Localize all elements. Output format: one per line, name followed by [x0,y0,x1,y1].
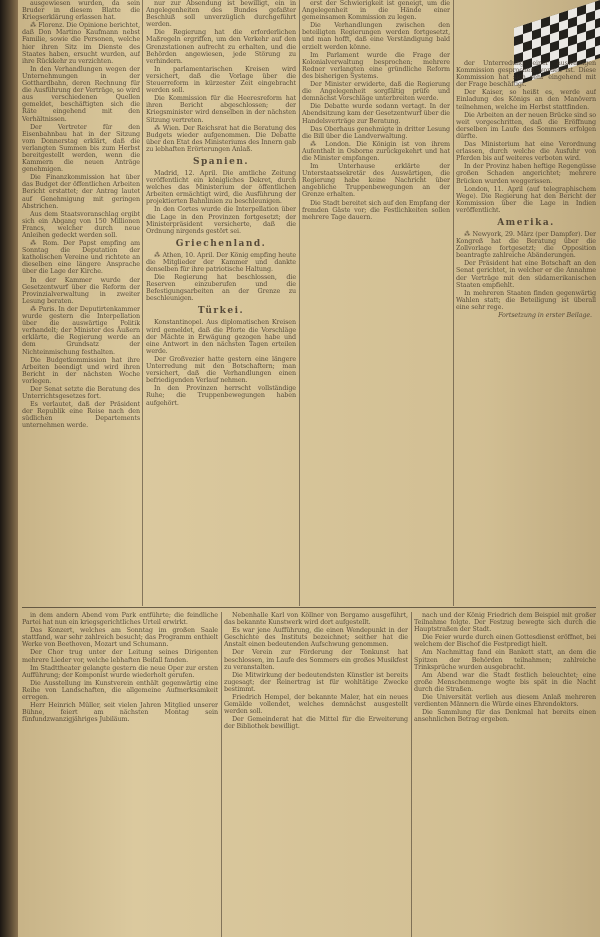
continuation-note: Fortsetzung in erster Beilage. [498,311,592,319]
newspaper-page [18,0,600,937]
paragraph: Die Debatte wurde sodann vertagt. In der Abendsitzung kam der Gesetzentwurf über die Handelsverträge zur Beratung. [302,102,450,125]
paragraph: Das Konzert, welches am Sonntag im großen Saale stattfand, war sehr zahlreich besucht; das Programm enthielt Werke von Beethoven, Mozart und Schumann. [22,626,218,649]
paragraph: Aus dem Staatsvoranschlag ergibt sich ein Abgang von 150 Millionen Francs, welcher durch neue Anleihen gedeckt werden soll. [22,209,140,239]
paragraph: ausgewiesen wurden, da sein Bruder in diesem Blatte die Kriegserklärung erlassen hat. [22,0,140,22]
paragraph: ⁂ Newyork, 29. März (per Dampfer). Der Kongreß hat die Beratung über die Zollvorlage fortgesetzt; die Opposition beantragte zahlreiche Abänderungen. [456,229,596,260]
paragraph: ⁂ Athen, 10. April. Der König empfing heute die Mitglieder der Kammer und dankte denselben für ihre patriotische Haltung. [146,250,296,273]
column-rule [142,0,143,606]
paragraph: Die Universität verlieh aus diesem Anlaß mehreren verdienten Männern die Würde eines Ehrendoktors. [414,693,596,709]
column-3 [302,0,450,604]
paragraph: nach und der König Friedrich dem Beispiel mit großer Teilnahme folgte. Der Festzug bewegte sich durch die Hauptstraßen der Stadt. [414,612,596,634]
paragraph: Der Chor trug unter der Leitung seines Dirigenten mehrere Lieder vor, welche lebhaften Beifall fanden. [22,648,218,664]
paragraph: In den Provinzen herrscht vollständige Ruhe; die Truppenbewegungen haben aufgehört. [146,384,296,407]
paragraph: Herr Heinrich Müller, seit vielen Jahren Mitglied unserer Bühne, feiert am nächsten Montag sein fünfundzwanzigjähriges Jubiläum. [22,701,218,724]
paragraph: Die Regierung hat die erforderlichen Maßregeln ergriffen, um den Verkehr auf den Grenzstationen aufrecht zu erhalten, und die Behörden angewiesen, jede Störung zu verhindern. [146,28,296,65]
paragraph: In den Verhandlungen wegen der Unternehmungen in der Gotthardbahn, deren Rechnung für die Ausführung der Verträge, so wird aus verschiedenen Quellen gemeldet, beschäftigten sich die Räte eingehend mit den Verhältnissen. [22,64,140,123]
book-spine [0,0,18,937]
lower-column-2 [224,612,408,934]
paragraph: Die Regierung hat beschlossen, die Reserven einzuberufen und die Befestigungsarbeiten an der Grenze zu beschleunigen. [146,273,296,303]
lower-column-1 [22,612,218,934]
paragraph: London, 11. April (auf telegraphischem Wege). Die Regierung hat den Bericht der Kommission über die Lage in Indien veröffentlicht. [456,184,596,214]
paragraph: Die Kommission für die Heeresreform hat ihren Bericht abgeschlossen; der Kriegsminister wird denselben in der nächsten Sitzung vertreten. [146,94,296,124]
paragraph: Am Abend war die Stadt festlich beleuchtet; eine große Menschenmenge wogte bis spät in die Nacht durch die Straßen. [414,670,596,693]
paragraph: Der Verein zur Förderung der Tonkunst hat beschlossen, im Laufe des Sommers ein großes Musikfest zu veranstalten. [224,648,408,671]
paragraph: Nebenhalle Karl von Köllner von Bergamo ausgeführt, das bekannte Kunstwerk wird dort aufgestellt. [224,612,408,627]
column-1 [22,0,140,604]
paragraph: ⁂ Florenz. Die Opinione berichtet, daß Don Martino Kaufmann nebst Familie, sowie die Personen, welche hier ihren Sitz im Dienste des Staates haben, ersucht wurden, auf ihre Rückkehr zu verzichten. [22,21,140,65]
paragraph: Im Stadttheater gelangte gestern die neue Oper zur ersten Aufführung; der Komponist wurde wiederholt gerufen. [22,663,218,679]
section-heading-america: Amerika. [497,217,555,228]
paragraph: Die Verhandlungen zwischen den beteiligten Regierungen werden fortgesetzt, und man hofft, daß eine Verständigung bald erzielt werden könne. [302,21,450,51]
paragraph: Die Arbeiten an der neuen Brücke sind so weit vorgeschritten, daß die Eröffnung derselben im Laufe des Sommers erfolgen dürfte. [456,110,596,140]
section-heading-greece: Griechenland. [175,238,267,249]
paragraph: ⁂ London. Die Königin ist von ihrem Aufenthalt in Osborne zurückgekehrt und hat die Minister empfangen. [302,139,450,162]
paragraph: Es verlautet, daß der Präsident der Republik eine Reise nach den südlichen Departements unternehmen werde. [22,400,140,430]
paragraph: erst der Schwierigkeit ist geneigt, um die Angelegenheit in die Hände einer gemeinsamen Kommission zu legen. [302,0,450,22]
paragraph: In der Kammer wurde der Gesetzentwurf über die Reform der Provinzialverwaltung in zweiter Lesung beraten. [22,275,140,305]
paragraph: der Unterredung einer auswärtigen Kommission gesprochen worden ist. Diese Kommission hat sich sehr eingehend mit der Frage beschäftigt. [456,60,596,89]
section-heading-turkey: Türkei. [197,306,245,317]
paragraph: In der Provinz haben heftige Regengüsse großen Schaden angerichtet; mehrere Brücken wurden weggerissen. [456,162,596,185]
paragraph: Am Nachmittag fand ein Bankett statt, an dem die Spitzen der Behörden teilnahmen; zahlreiche Trinksprüche wurden ausgebracht. [414,648,596,671]
paragraph: Der Großvezier hatte gestern eine längere Unterredung mit den Botschaftern; man versichert, daß die Verhandlungen einen befriedigenden Verlauf nehmen. [146,354,296,385]
paragraph: Der Minister erwiderte, daß die Regierung die Angelegenheit sorgfältig prüfe und demnächst Vorschläge unterbreiten werde. [302,80,450,103]
lower-column-3 [414,612,596,934]
paragraph: Der Präsident hat eine Botschaft an den Senat gerichtet, in welcher er die Annahme der Verträge mit den südamerikanischen Staaten empfiehlt. [456,259,596,289]
paragraph: Im Parlament wurde die Frage der Kolonialverwaltung besprochen; mehrere Redner verlangten eine gründliche Reform des bisherigen Systems. [302,50,450,80]
paragraph: Madrid, 12. April. Die amtliche Zeitung veröffentlicht ein königliches Dekret, durch welches das Ministerium der öffentlichen Arbeiten ermächtigt wird, die Ausführung der projektierten Bahnlinien zu beschleunigen. [146,168,296,206]
paragraph: Der Gemeinderat hat die Mittel für die Erweiterung der Bibliothek bewilligt. [224,715,408,731]
paragraph: ⁂ Paris. In der Deputirtenkammer wurde gestern die Interpellation über die auswärtige Politik verhandelt; der Minister des Äußern erklärte, die Regierung werde an dem Grundsatz der Nichteinmischung festhalten. [22,304,140,356]
paragraph: Die Budgetkommission hat ihre Arbeiten beendigt und wird ihren Bericht in der nächsten Woche vorlegen. [22,355,140,385]
paragraph: Der Senat setzte die Beratung des Unterrichtsgesetzes fort. [22,384,140,401]
paragraph: ⁂ Wien. Der Reichsrat hat die Beratung des Budgets wieder aufgenommen. Die Debatte über den Etat des Ministeriums des Innern gab zu lebhaften Erörterungen Anlaß. [146,123,296,153]
paragraph: In den Cortes wurde die Interpellation über die Lage in den Provinzen fortgesetzt; der Ministerpräsident versicherte, daß die Ordnung nirgends gestört sei. [146,205,296,235]
column-rule [299,0,300,606]
paragraph: ⁂ Rom. Der Papst empfing am Sonntag die Deputation der katholischen Vereine und richtete an dieselben eine längere Ansprache über die Lage der Kirche. [22,239,140,276]
paragraph: Die Feier wurde durch einen Gottesdienst eröffnet, bei welchem der Bischof die Festpredigt hielt. [414,633,596,649]
column-rule [453,0,454,606]
paragraph: Konstantinopel. Aus diplomatischen Kreisen wird gemeldet, daß die Pforte die Vorschläge der Mächte in Erwägung gezogen habe und eine Antwort in den nächsten Tagen erteilen werde. [146,318,296,355]
paragraph: Die Finanzkommission hat über das Budget der öffentlichen Arbeiten Bericht erstattet; der Antrag lautet auf Genehmigung mit geringen Abstrichen. [22,173,140,210]
paragraph: Die Stadt bereitet sich auf den Empfang der fremden Gäste vor; die Festlichkeiten sollen mehrere Tage dauern. [302,198,450,221]
paragraph: Das Ministerium hat eine Verordnung erlassen, durch welche die Ausfuhr von Pferden bis auf weiteres verboten wird. [456,140,596,163]
paragraph: Die Ausstellung im Kunstverein enthält gegenwärtig eine Reihe von Landschaften, die allgemeine Aufmerksamkeit erregen. [22,678,218,702]
paragraph: Das Oberhaus genehmigte in dritter Lesung die Bill über die Landverwaltung. [302,124,450,140]
paragraph: Im Unterhause erklärte der Unterstaatssekretär des Auswärtigen, die Regierung habe keine Nachricht über angebliche Truppenbewegungen an der Grenze erhalten. [302,162,450,199]
paragraph: Die Mitwirkung der bedeutendsten Künstler ist bereits zugesagt; der Reinertrag ist für wohltätige Zwecke bestimmt. [224,670,408,693]
paragraph: Der Vertreter für den Eisenbahnbau hat in der Sitzung vom Donnerstag erklärt, daß die verlangten Summen bis zum Herbst bereitgestellt werden, wenn die Kammern die neuen Anträge genehmigen. [22,122,140,174]
paragraph: Die Sammlung für das Denkmal hat bereits einen ansehnlichen Betrag ergeben. [414,708,596,724]
paragraph: Der Kaiser, so heißt es, werde auf Einladung des Königs an den Manövern teilnehmen, welche im Herbst stattfinden. [456,88,596,111]
column-rule [221,612,222,937]
column-4 [456,60,596,604]
paragraph: In parlamentarischen Kreisen wird versichert, daß die Vorlage über die Steuerreform in kürzester Zeit eingebracht werden soll. [146,64,296,95]
column-rule [411,612,412,937]
paragraph: Friedrich Hempel, der bekannte Maler, hat ein neues Gemälde vollendet, welches demnächst ausgestellt werden soll. [224,693,408,716]
paragraph: Es war jene Aufführung, die einen Wendepunkt in der Geschichte des Instituts bezeichnet; seither hat die Anstalt einen bedeutenden Aufschwung genommen. [224,626,408,649]
paragraph: in dem andern Abend vom Park entführte; die feindliche Partei hat nun ein kriegsgerichtliches Urteil erwirkt. [22,612,218,627]
section-heading-spain: Spanien. [193,156,249,167]
paragraph: In mehreren Staaten finden gegenwärtig Wahlen statt; die Beteiligung ist überall eine sehr rege. [456,288,596,311]
section-rule [22,607,596,608]
column-2 [146,0,296,604]
paragraph: nur zur Absendung ist bewilligt, ein in Angelegenheiten des Bundes gefaßter Beschluß soll unverzüglich durchgeführt werden. [146,0,296,29]
